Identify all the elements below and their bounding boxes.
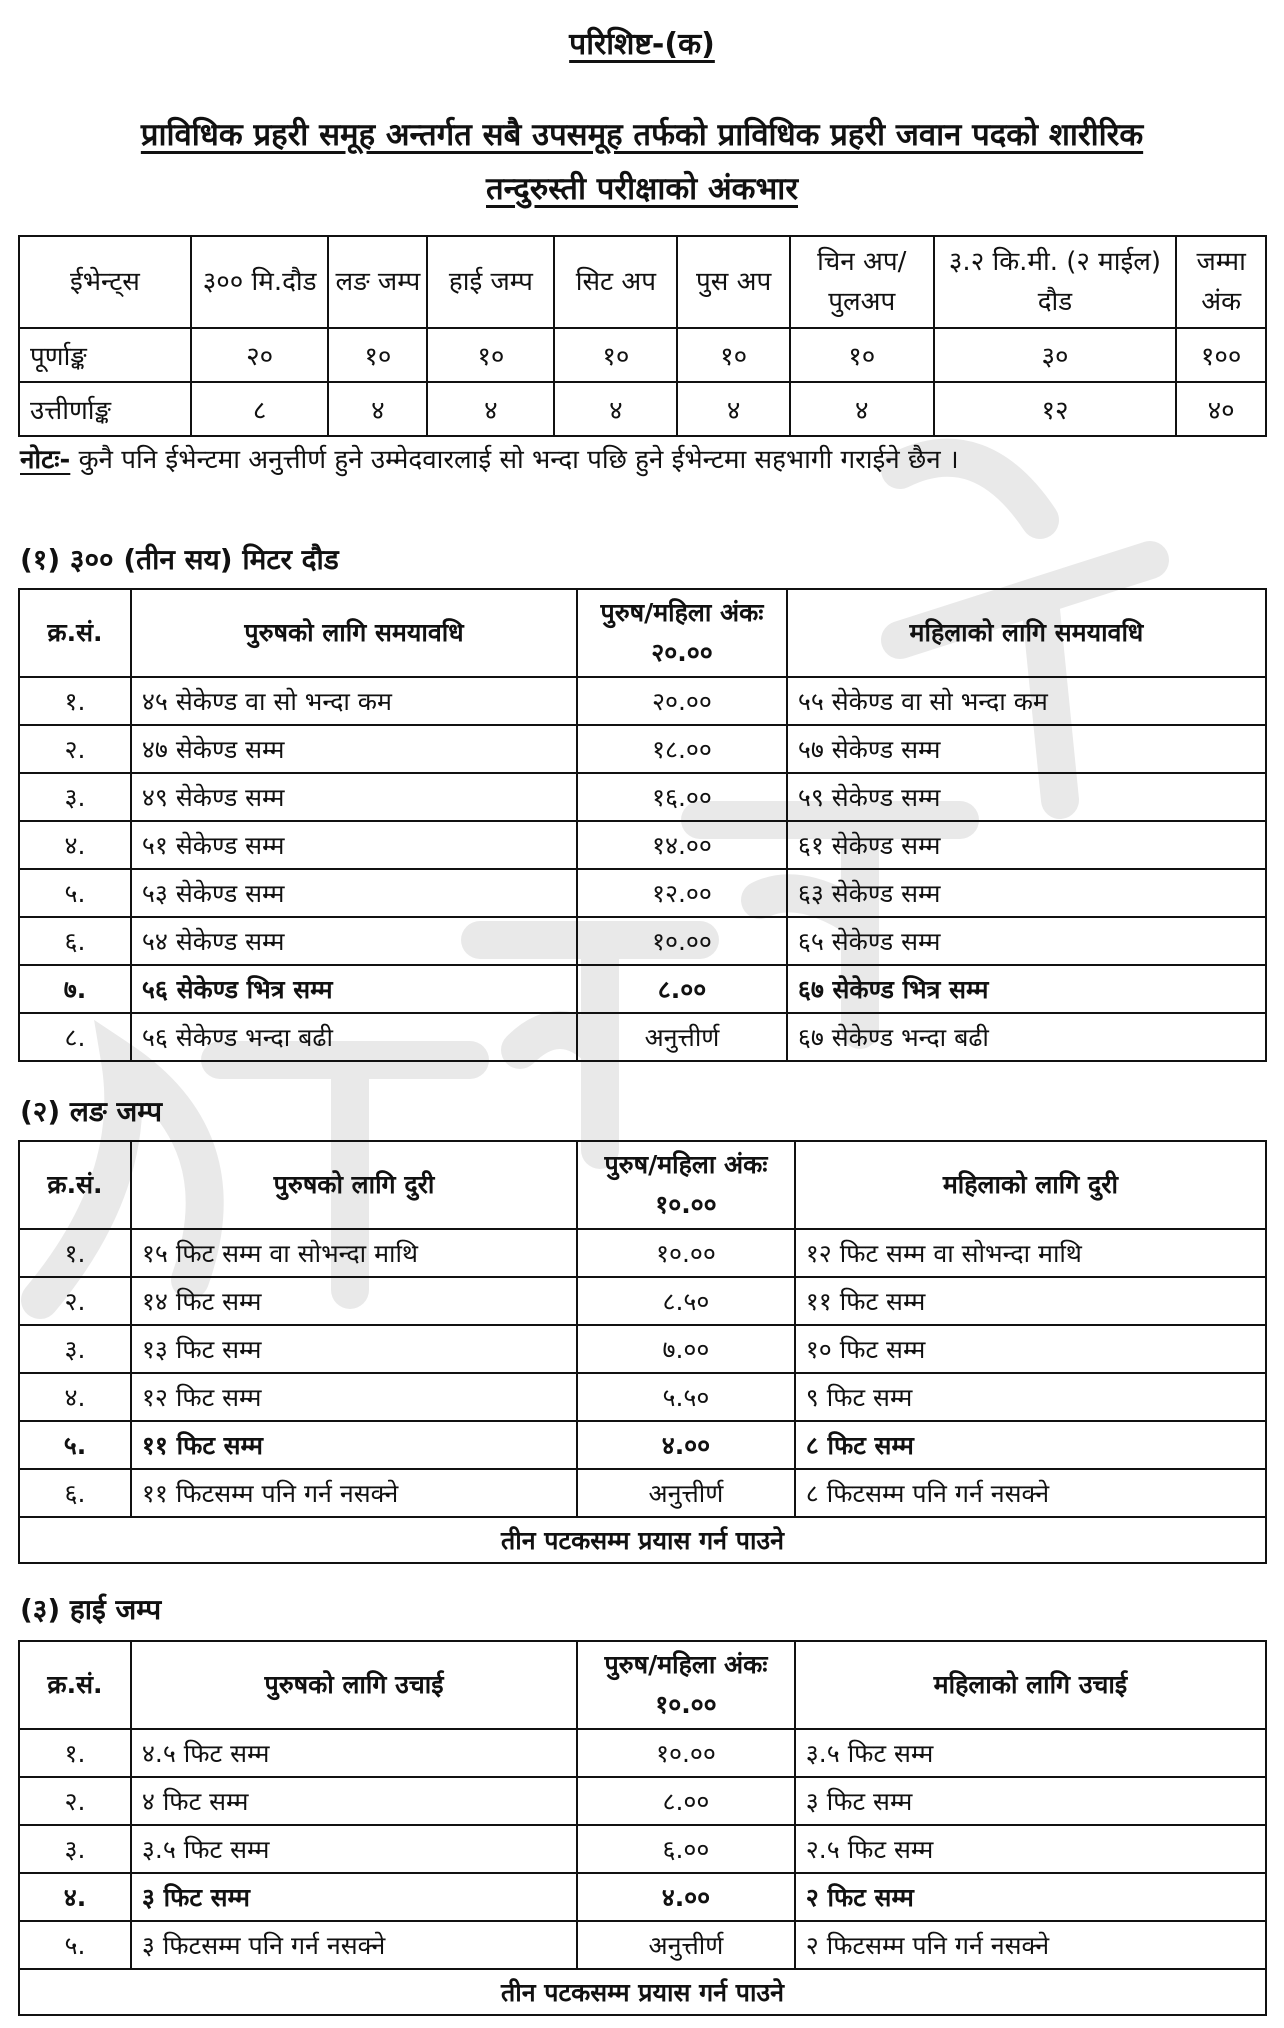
pass-marks-cell: ८ — [191, 382, 329, 436]
serial-cell: ६. — [19, 917, 131, 965]
marks-cell: अनुत्तीर्ण — [577, 1013, 787, 1061]
table-row — [19, 869, 1266, 917]
male-criteria-cell: ५३ सेकेण्ड सम्म — [131, 869, 577, 917]
female-criteria-cell: १२ फिट सम्म वा सोभन्दा माथि — [795, 1229, 1266, 1277]
section-heading-300m: (१) ३०० (तीन सय) मिटर दौड — [20, 543, 339, 576]
male-criteria-cell: १५ फिट सम्म वा सोभन्दा माथि — [131, 1229, 577, 1277]
header-cell: पुरुषको लागि उचाई — [131, 1641, 577, 1729]
header-cell: पुरुष/महिला अंकः १०.०० — [577, 1641, 795, 1729]
table-row — [19, 1373, 1266, 1421]
table-row — [19, 1013, 1266, 1061]
summary-full-marks-row — [19, 328, 1266, 382]
serial-cell: ८. — [19, 1013, 131, 1061]
table-300m-run — [18, 588, 1267, 1062]
table-row — [19, 1469, 1266, 1517]
pass-marks-cell: ४ — [328, 382, 427, 436]
marks-cell: १२.०० — [577, 869, 787, 917]
section-heading-long-jump: (२) लङ जम्प — [20, 1095, 163, 1128]
pass-marks-cell: ४ — [677, 382, 790, 436]
table-footer-row — [19, 1517, 1266, 1563]
table-row — [19, 965, 1266, 1013]
female-criteria-cell: ६१ सेकेण्ड सम्म — [787, 821, 1266, 869]
pass-marks-cell: ४ — [790, 382, 934, 436]
summary-pass-marks-row — [19, 382, 1266, 436]
summary-header-cell: ३०० मि.दौड — [191, 236, 329, 328]
table-row — [19, 725, 1266, 773]
table-row — [19, 773, 1266, 821]
male-criteria-cell: ४ फिट सम्म — [131, 1777, 577, 1825]
serial-cell: १. — [19, 677, 131, 725]
serial-cell: २. — [19, 1777, 131, 1825]
marks-cell: ४.०० — [577, 1421, 795, 1469]
marks-cell: १०.०० — [577, 917, 787, 965]
serial-cell: २. — [19, 725, 131, 773]
male-criteria-cell: ३.५ फिट सम्म — [131, 1825, 577, 1873]
female-criteria-cell: ६३ सेकेण्ड सम्म — [787, 869, 1266, 917]
female-criteria-cell: ५९ सेकेण्ड सम्म — [787, 773, 1266, 821]
serial-cell: ५. — [19, 1921, 131, 1969]
marks-cell: ८.०० — [577, 965, 787, 1013]
male-criteria-cell: १४ फिट सम्म — [131, 1277, 577, 1325]
marks-cell: २०.०० — [577, 677, 787, 725]
marks-cell: १०.०० — [577, 1229, 795, 1277]
pass-marks-cell: ४० — [1176, 382, 1266, 436]
table-long-jump — [18, 1140, 1267, 1564]
note-text: कुनै पनि ईभेन्टमा अनुत्तीर्ण हुने उम्मेदवारलाई सो भन्दा पछि हुने ईभेन्टमा सहभागी गराईने छैन । — [70, 445, 959, 475]
header-cell: पुरुषको लागि समयावधि — [131, 589, 577, 677]
marks-cell: १०.०० — [577, 1729, 795, 1777]
female-criteria-cell: ९ फिट सम्म — [795, 1373, 1266, 1421]
male-criteria-cell: ३ फिटसम्म पनि गर्न नसक्ने — [131, 1921, 577, 1969]
table-row — [19, 1277, 1266, 1325]
female-criteria-cell: ८ फिट सम्म — [795, 1421, 1266, 1469]
male-criteria-cell: ४७ सेकेण्ड सम्म — [131, 725, 577, 773]
female-criteria-cell: ६७ सेकेण्ड भन्दा बढी — [787, 1013, 1266, 1061]
serial-cell: ४. — [19, 1873, 131, 1921]
pass-marks-cell: ४ — [554, 382, 677, 436]
serial-cell: ५. — [19, 869, 131, 917]
full-marks-cell: १० — [677, 328, 790, 382]
table-header-row — [19, 1641, 1266, 1729]
full-marks-cell: १० — [554, 328, 677, 382]
header-cell: क्र.सं. — [19, 1641, 131, 1729]
male-criteria-cell: ५६ सेकेण्ड भन्दा बढी — [131, 1013, 577, 1061]
marks-cell: १४.०० — [577, 821, 787, 869]
full-marks-cell: १० — [328, 328, 427, 382]
marks-cell: अनुत्तीर्ण — [577, 1469, 795, 1517]
male-criteria-cell: ११ फिटसम्म पनि गर्न नसक्ने — [131, 1469, 577, 1517]
full-marks-cell: १० — [790, 328, 934, 382]
male-criteria-cell: ५४ सेकेण्ड सम्म — [131, 917, 577, 965]
table-header-row — [19, 1141, 1266, 1229]
table-row — [19, 1229, 1266, 1277]
serial-cell: २. — [19, 1277, 131, 1325]
female-criteria-cell: ५७ सेकेण्ड सम्म — [787, 725, 1266, 773]
table-row — [19, 1777, 1266, 1825]
pass-marks-cell: ४ — [427, 382, 554, 436]
marks-cell: ६.०० — [577, 1825, 795, 1873]
female-criteria-cell: ६७ सेकेण्ड भित्र सम्म — [787, 965, 1266, 1013]
serial-cell: ३. — [19, 1325, 131, 1373]
attempts-note: तीन पटकसम्म प्रयास गर्न पाउने — [19, 1517, 1266, 1563]
marks-cell: १६.०० — [577, 773, 787, 821]
serial-cell: १. — [19, 1729, 131, 1777]
table-row — [19, 1325, 1266, 1373]
male-criteria-cell: ४.५ फिट सम्म — [131, 1729, 577, 1777]
marks-cell: ७.०० — [577, 1325, 795, 1373]
table-row — [19, 1921, 1266, 1969]
main-title — [0, 108, 1284, 216]
summary-header-cell: ३.२ कि.मी. (२ माईल) दौड — [934, 236, 1177, 328]
female-criteria-cell: २ फिटसम्म पनि गर्न नसक्ने — [795, 1921, 1266, 1969]
table-row — [19, 821, 1266, 869]
table-high-jump — [18, 1640, 1267, 2016]
table-row — [19, 917, 1266, 965]
marks-cell: ८.५० — [577, 1277, 795, 1325]
table-header-row — [19, 589, 1266, 677]
female-criteria-cell: ५५ सेकेण्ड वा सो भन्दा कम — [787, 677, 1266, 725]
table-row — [19, 1729, 1266, 1777]
female-criteria-cell: २ फिट सम्म — [795, 1873, 1266, 1921]
summary-header-cell: पुस अप — [677, 236, 790, 328]
marks-cell: ५.५० — [577, 1373, 795, 1421]
appendix-title: परिशिष्ट-(क) — [569, 27, 715, 62]
table-footer-row — [19, 1969, 1266, 2015]
note-label: नोटः- — [20, 445, 71, 475]
marks-cell: १८.०० — [577, 725, 787, 773]
full-marks-cell: ३० — [934, 328, 1177, 382]
main-title-line2: तन्दुरुस्ती परीक्षाको अंकभार — [486, 171, 798, 207]
summary-header-cell: सिट अप — [554, 236, 677, 328]
table-row — [19, 1873, 1266, 1921]
section-heading-high-jump: (३) हाई जम्प — [20, 1593, 162, 1626]
marks-cell: अनुत्तीर्ण — [577, 1921, 795, 1969]
male-criteria-cell: ४५ सेकेण्ड वा सो भन्दा कम — [131, 677, 577, 725]
table-row — [19, 677, 1266, 725]
serial-cell: १. — [19, 1229, 131, 1277]
serial-cell: ७. — [19, 965, 131, 1013]
pass-marks-label: उत्तीर्णाङ्क — [19, 382, 191, 436]
female-criteria-cell: ३.५ फिट सम्म — [795, 1729, 1266, 1777]
serial-cell: ६. — [19, 1469, 131, 1517]
female-criteria-cell: २.५ फिट सम्म — [795, 1825, 1266, 1873]
female-criteria-cell: १० फिट सम्म — [795, 1325, 1266, 1373]
male-criteria-cell: ५६ सेकेण्ड भित्र सम्म — [131, 965, 577, 1013]
header-cell: क्र.सं. — [19, 589, 131, 677]
male-criteria-cell: ५१ सेकेण्ड सम्म — [131, 821, 577, 869]
female-criteria-cell: ३ फिट सम्म — [795, 1777, 1266, 1825]
marks-cell: ४.०० — [577, 1873, 795, 1921]
header-cell: पुरुषको लागि दुरी — [131, 1141, 577, 1229]
table-row — [19, 1825, 1266, 1873]
summary-table — [18, 235, 1267, 437]
header-cell: पुरुष/महिला अंकः १०.०० — [577, 1141, 795, 1229]
full-marks-cell: २० — [191, 328, 329, 382]
female-criteria-cell: ११ फिट सम्म — [795, 1277, 1266, 1325]
male-criteria-cell: ३ फिट सम्म — [131, 1873, 577, 1921]
serial-cell: ३. — [19, 773, 131, 821]
header-cell: महिलाको लागि समयावधि — [787, 589, 1266, 677]
serial-cell: ३. — [19, 1825, 131, 1873]
male-criteria-cell: ११ फिट सम्म — [131, 1421, 577, 1469]
pass-marks-cell: १२ — [934, 382, 1177, 436]
marks-cell: ८.०० — [577, 1777, 795, 1825]
summary-header-cell: जम्मा अंक — [1176, 236, 1266, 328]
full-marks-cell: १०० — [1176, 328, 1266, 382]
serial-cell: ४. — [19, 1373, 131, 1421]
summary-header-cell: हाई जम्प — [427, 236, 554, 328]
serial-cell: ४. — [19, 821, 131, 869]
attempts-note: तीन पटकसम्म प्रयास गर्न पाउने — [19, 1969, 1266, 2015]
summary-header-cell: ईभेन्ट्स — [19, 236, 191, 328]
note — [20, 440, 959, 476]
male-criteria-cell: ४९ सेकेण्ड सम्म — [131, 773, 577, 821]
header-cell: महिलाको लागि उचाई — [795, 1641, 1266, 1729]
main-title-line1: प्राविधिक प्रहरी समूह अन्तर्गत सबै उपसमूह तर्फको प्राविधिक प्रहरी जवान पदको शारीरिक — [140, 117, 1144, 153]
header-cell: महिलाको लागि दुरी — [795, 1141, 1266, 1229]
serial-cell: ५. — [19, 1421, 131, 1469]
summary-header-cell: लङ जम्प — [328, 236, 427, 328]
full-marks-cell: १० — [427, 328, 554, 382]
summary-header-row — [19, 236, 1266, 328]
full-marks-label: पूर्णाङ्क — [19, 328, 191, 382]
female-criteria-cell: ६५ सेकेण्ड सम्म — [787, 917, 1266, 965]
male-criteria-cell: १२ फिट सम्म — [131, 1373, 577, 1421]
header-cell: पुरुष/महिला अंकः २०.०० — [577, 589, 787, 677]
summary-header-cell: चिन अप/ पुलअप — [790, 236, 934, 328]
header-cell: क्र.सं. — [19, 1141, 131, 1229]
male-criteria-cell: १३ फिट सम्म — [131, 1325, 577, 1373]
table-row — [19, 1421, 1266, 1469]
female-criteria-cell: ८ फिटसम्म पनि गर्न नसक्ने — [795, 1469, 1266, 1517]
